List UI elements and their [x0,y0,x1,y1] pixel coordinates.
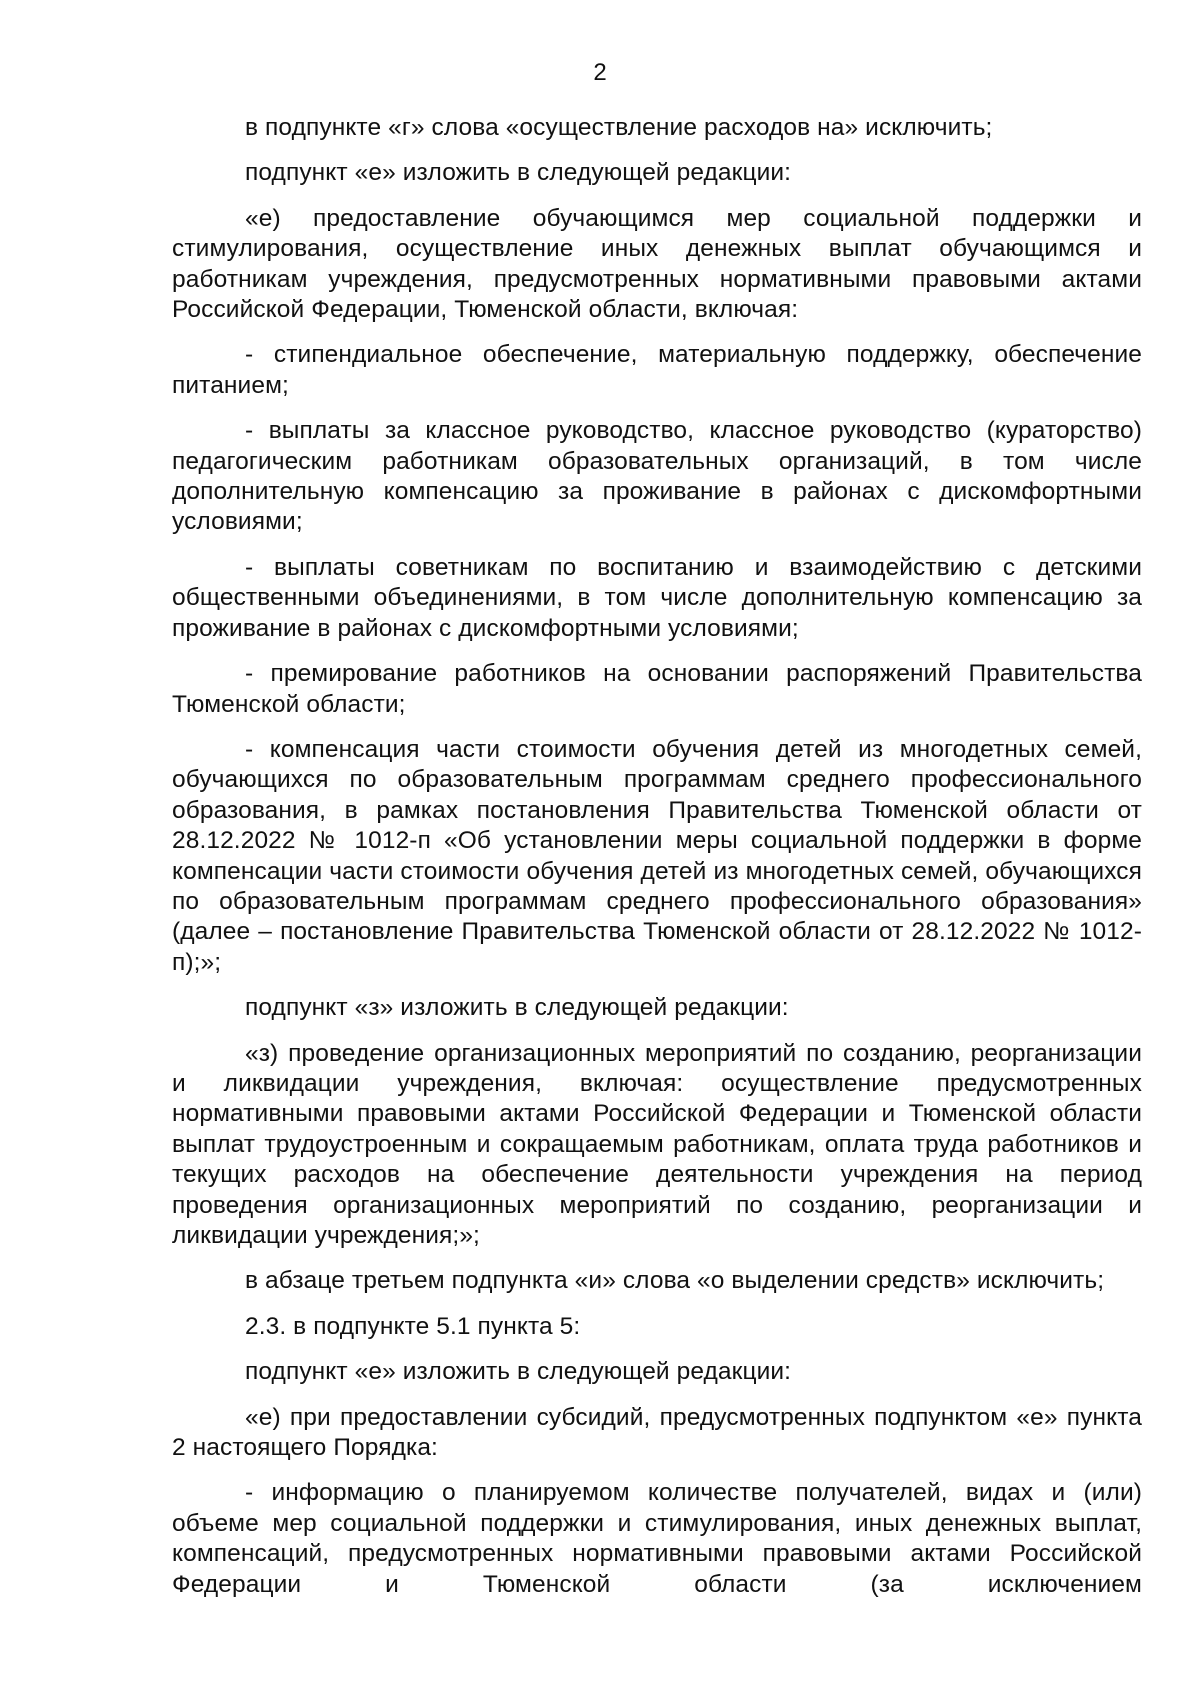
paragraph-8: - компенсация части стоимости обучения детей из многодетных семей, обучающихся по образовательным программам среднего профессионального образования, в рамках постановления Правительства Тюменской области от 28.12.2022 № 1012-п «Об установлении меры социальной поддержки в форме компенсации части стоимости обучения детей из многодетных семей, обучающихся по образовательным программам среднего профессионального образования» (далее – постановление Правительства Тюменской области от 28.12.2022 № 1012-п);»; [172,735,1142,976]
paragraph-14: «е) при предоставлении субсидий, предусмотренных подпунктом «е» пункта 2 настоящего Порядка: [172,1403,1142,1462]
paragraph-2: подпункт «е» изложить в следующей редакции: [245,159,792,187]
paragraph-13: подпункт «е» изложить в следующей редакции: [245,1358,792,1386]
paragraph-5: - выплаты за классное руководство, классное руководство (кураторство) педагогическим работникам образовательных организаций, в том числе дополнительную компенсацию за проживание в районах с дискомфортными условиями; [172,417,1142,536]
paragraph-11: в абзаце третьем подпункта «и» слова «о выделении средств» исключить; [245,1267,1105,1295]
paragraph-12: 2.3. в подпункте 5.1 пункта 5: [245,1312,581,1340]
paragraph-15: - информацию о планируемом количестве получателей, видах и (или) объеме мер социальной поддержки и стимулирования, иных денежных выплат, компенсаций, предусмотренных нормативными правовыми актами Российской Федерации и Тюменской области (за исключением [172,1479,1142,1598]
document-body [172,113,1142,1615]
paragraph-10: «з) проведение организационных мероприятий по созданию, реорганизации и ликвидации учреждения, включая: осуществление предусмотренных нормативными правовыми актами Российской Федерации и Тюменской области выплат трудоустроенным и сокращаемым работникам, оплата труда работников и текущих расходов на обеспечение деятельности учреждения на период проведения организационных мероприятий по созданию, реорганизации и ликвидации учреждения;»; [172,1039,1142,1249]
paragraph-3: «е) предоставление обучающимся мер социальной поддержки и стимулирования, осуществление иных денежных выплат обучающимся и работникам учреждения, предусмотренных нормативными правовыми актами Российской Федерации, Тюменской области, включая: [172,204,1142,324]
paragraph-7: - премирование работников на основании распоряжений Правительства Тюменской области; [172,660,1142,718]
page-number: 2 [593,59,607,86]
paragraph-6: - выплаты советникам по воспитанию и взаимодействию с детскими общественными объединениями, в том числе дополнительную компенсацию за проживание в районах с дискомфортными условиями; [172,553,1142,642]
paragraph-1: в подпункте «г» слова «осуществление расходов на» исключить; [245,114,993,141]
paragraph-9: подпункт «з» изложить в следующей редакции: [245,994,789,1022]
paragraph-4: - стипендиальное обеспечение, материальную поддержку, обеспечение питанием; [172,341,1142,399]
